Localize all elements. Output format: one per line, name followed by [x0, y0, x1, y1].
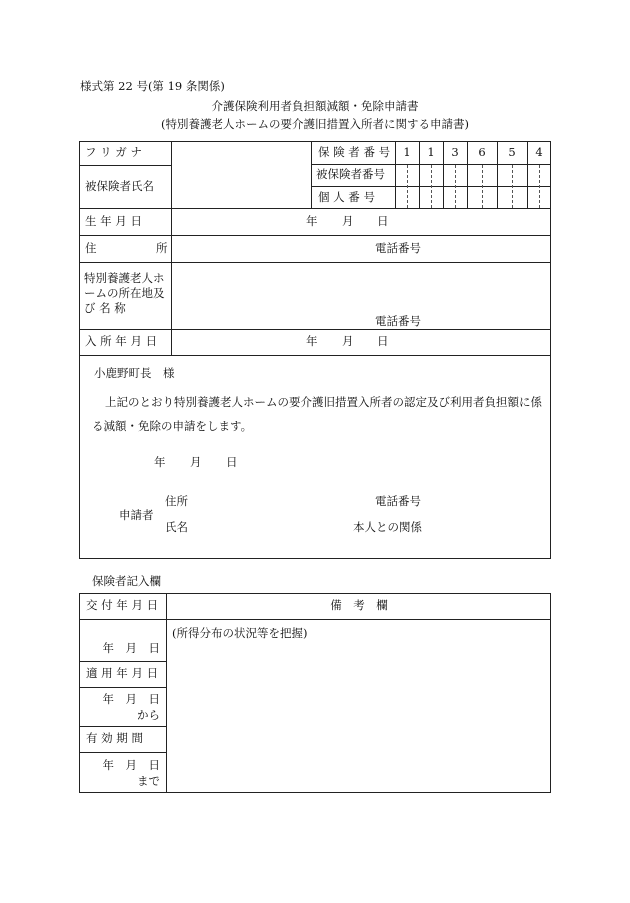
admission-month: 月: [342, 334, 354, 348]
remarks-note: (所得分布の状況等を把握): [172, 626, 308, 640]
admission-date-label: 入 所 年 月 日: [85, 334, 158, 348]
form-title: 介護保険利用者負担額減額・免除申請書: [211, 99, 419, 113]
admission-year: 年: [306, 334, 318, 348]
address-field[interactable]: [172, 236, 550, 261]
remarks-label: 備 考 欄: [330, 598, 388, 612]
insurer-digit-4: 6: [478, 145, 486, 159]
admission-day: 日: [377, 334, 389, 348]
birthdate-month: 月: [342, 214, 354, 228]
issue-date-value: 年 月 日: [102, 641, 160, 655]
applicant-address-label: 住所: [165, 494, 188, 508]
applicant-label: 申請者: [119, 508, 154, 522]
birthdate-label: 生 年 月 日: [85, 214, 142, 228]
insurer-digit-1: 1: [403, 145, 411, 159]
apply-date-value: 年 月 日: [102, 692, 160, 706]
applicant-name-label: 氏名: [165, 520, 188, 534]
insurer-digit-5: 5: [508, 145, 516, 159]
apply-date-label: 適 用 年 月 日: [86, 666, 159, 680]
remarks-field[interactable]: [167, 620, 550, 792]
validity-label: 有 効 期 間: [86, 731, 143, 745]
form-number: 様式第 22 号(第 19 条関係): [80, 79, 225, 93]
applicant-phone-label: 電話番号: [375, 494, 421, 508]
insured-name-field[interactable]: [172, 166, 310, 207]
addressee: 小鹿野町長 様: [94, 366, 175, 380]
insurer-digit-6: 4: [535, 145, 543, 159]
facility-field[interactable]: [172, 263, 550, 328]
request-date-year: 年: [154, 455, 166, 469]
furigana-field[interactable]: [172, 142, 310, 164]
admission-date-field[interactable]: [172, 330, 550, 354]
facility-phone-label: 電話番号: [375, 314, 421, 328]
insured-number-field[interactable]: [396, 165, 550, 185]
insurer-section-heading: 保険者記入欄: [92, 574, 161, 588]
insured-name-label: 被保険者氏名: [85, 179, 154, 193]
insured-number-label: 被保険者番号: [316, 167, 385, 181]
address-phone-label: 電話番号: [375, 241, 421, 255]
birthdate-field[interactable]: [172, 209, 550, 234]
issue-date-label: 交 付 年 月 日: [86, 598, 159, 612]
validity-until-label: まで: [137, 774, 160, 788]
facility-label: 特別養護老人ホームの所在地及び 名 称: [84, 271, 165, 315]
furigana-label: フ リ ガ ナ: [85, 145, 142, 159]
form-subtitle: (特別養護老人ホームの要介護旧措置入所者に関する申請書): [161, 117, 469, 131]
personal-number-label: 個 人 番 号: [318, 190, 375, 204]
request-date-month: 月: [190, 455, 202, 469]
address-label-right: 所: [156, 241, 168, 255]
address-label-left: 住: [85, 241, 97, 255]
request-date-day: 日: [226, 455, 238, 469]
birthdate-day: 日: [377, 214, 389, 228]
apply-from-label: から: [137, 708, 160, 722]
request-body: 上記のとおり特別養護老人ホームの要介護旧措置入所者の認定及び利用者負担額に係る減額・免除の申請をします。: [92, 395, 542, 433]
insurer-number-label: 保 険 者 番 号: [318, 145, 391, 159]
applicant-relation-label: 本人との関係: [353, 520, 422, 534]
insurer-digit-3: 3: [451, 145, 459, 159]
insurer-digit-2: 1: [427, 145, 435, 159]
birthdate-year: 年: [306, 214, 318, 228]
validity-date-value: 年 月 日: [102, 758, 160, 772]
personal-number-field[interactable]: [396, 187, 550, 207]
